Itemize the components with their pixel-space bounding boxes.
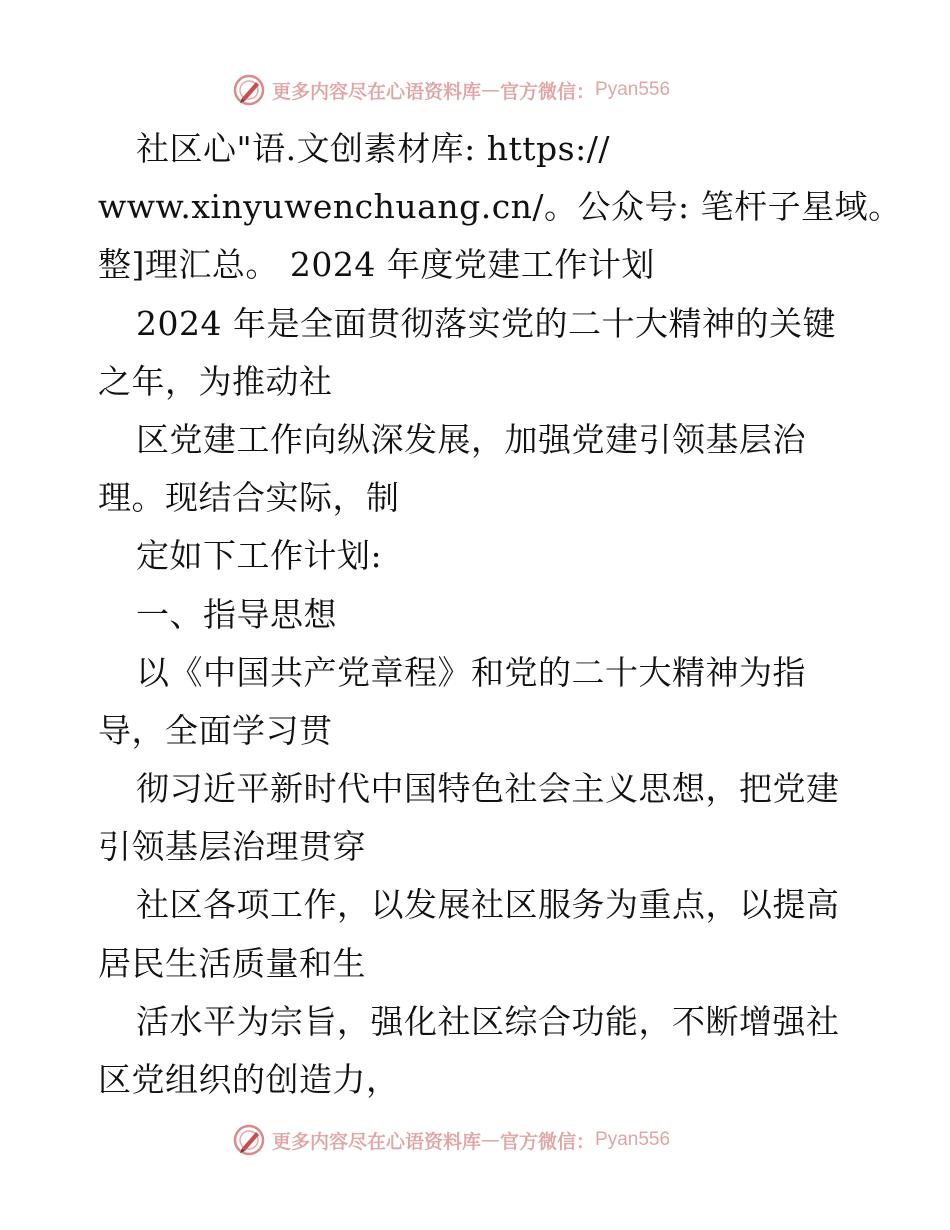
watermark-dash: —: [481, 1129, 501, 1151]
text-line: 理。现结合实际，制: [98, 478, 400, 518]
text-line: 引领基层治理贯穿: [98, 827, 366, 867]
text-line: 定如下工作计划:: [136, 536, 383, 576]
section-heading: 一、指导思想: [136, 594, 337, 634]
text-line: 以《中国共产党章程》和党的二十大精神为指: [136, 652, 806, 692]
footer-watermark: [232, 1123, 670, 1157]
text-line: 导，全面学习贯: [98, 710, 333, 750]
watermark-official: 官方微信：: [500, 1130, 596, 1153]
watermark-text: 更多内容尽在心语资料库: [272, 80, 482, 103]
pen-logo-icon: [232, 73, 266, 107]
watermark-wechat-id: Pyan556: [595, 1129, 671, 1150]
text-line: 社区心"语.文创素材库: https://: [136, 129, 610, 168]
watermark-wechat-id: Pyan556: [595, 79, 671, 100]
text-line: 活水平为宗旨，强化社区综合功能，不断增强社: [136, 1001, 840, 1041]
header-watermark: [232, 73, 670, 107]
watermark-dash: —: [481, 79, 501, 101]
text-line: 区党组织的创造力，: [98, 1060, 400, 1099]
text-line: 之年，为推动社: [98, 361, 333, 401]
text-line: 整]理汇总。 2024 年度党建工作计划: [98, 245, 655, 285]
pen-logo-icon: [232, 1123, 266, 1157]
text-line: 居民生活质量和生: [98, 943, 366, 983]
text-line: www.xinyuwenchuang.cn/。公众号: 笔杆子星域。: [98, 187, 902, 227]
watermark-official: 官方微信：: [500, 80, 596, 103]
text-line: 彻习近平新时代中国特色社会主义思想，把党建: [136, 769, 840, 809]
text-line: 2024 年是全面贯彻落实党的二十大精神的关键: [136, 303, 836, 343]
text-line: 区党建工作向纵深发展，加强党建引领基层治: [136, 419, 806, 459]
watermark-text: 更多内容尽在心语资料库: [272, 1130, 482, 1153]
text-line: 社区各项工作，以发展社区服务为重点，以提高: [136, 885, 840, 925]
document-body: [98, 120, 902, 1109]
